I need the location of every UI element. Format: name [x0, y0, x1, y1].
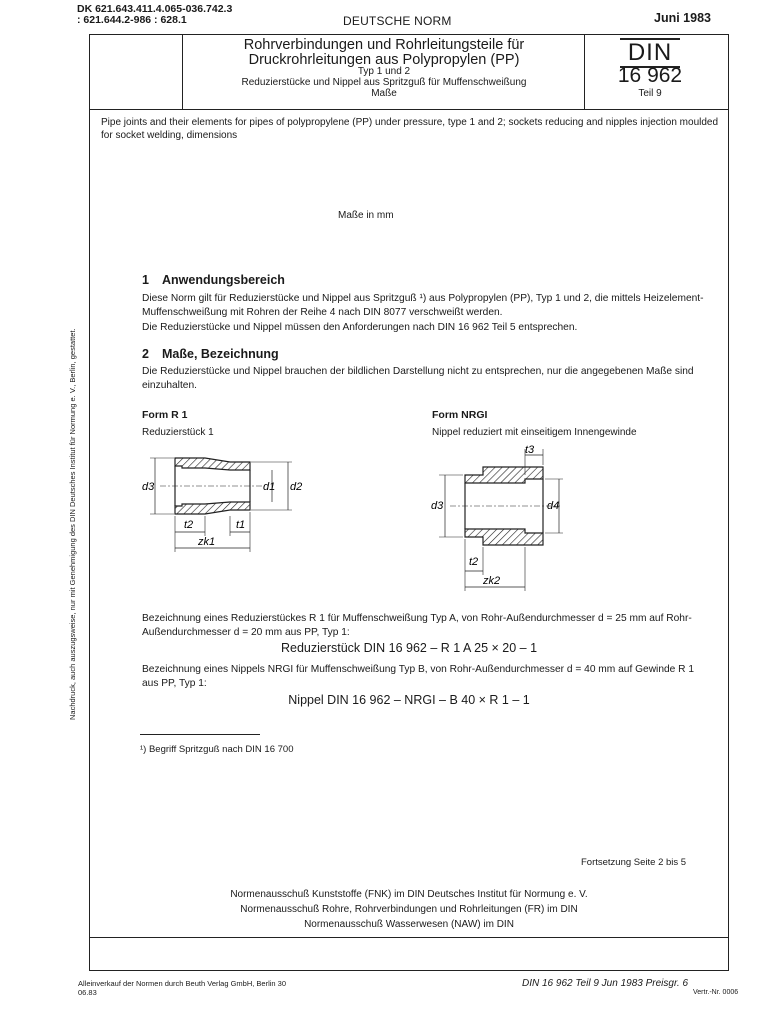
title-divider — [89, 109, 729, 110]
footer-left — [78, 979, 286, 997]
title-line-2: Druckrohrleitungen aus Polypropylen (PP) — [248, 52, 520, 68]
reducer-r1-drawing — [130, 440, 330, 560]
form-r1-heading: Form R 1 — [142, 409, 188, 421]
section-2-number: 2 — [142, 347, 149, 361]
section-2-title: Maße, Bezeichnung — [162, 347, 279, 361]
english-title: Pipe joints and their elements for pipes of polypropylene (PP) under pressure, type 1 and 2; sockets reducing and nipples injection moulded for socket welding, dimensions — [101, 117, 719, 141]
section-1-paragraph-1: Diese Norm gilt für Reduzierstücke und Nippel aus Spritzguß ¹) aus Polypropylen (PP), Typ 1 und 2, die mittels Heizelement-Muffenschweißung mit Rohren der Reihe 4 nach DIN 8077 verschweißt werden. — [142, 293, 704, 318]
footer-sales: Alleinverkauf der Normen durch Beuth Verlag GmbH, Berlin 30 — [78, 979, 287, 988]
document-subtitle — [183, 66, 585, 99]
title-line-1: Rohrverbindungen und Rohrleitungsteile für — [243, 37, 525, 53]
footer-vertr: Vertr.-Nr. 0006 — [693, 989, 739, 996]
r1-t1-label: t1 — [236, 519, 246, 531]
section-2-paragraph: Die Reduzierstücke und Nippel brauchen der bildlichen Darstellung nicht zu entsprechen, nur die angegebenen Maße sind einzuhalten. — [142, 366, 694, 391]
continuation-note: Fortsetzung Seite 2 bis 5 — [581, 857, 687, 868]
r1-t2-label: t2 — [184, 519, 194, 531]
section-1-number: 1 — [142, 273, 149, 287]
committee-line-2: Normenausschuß Rohre, Rohrverbindungen und Rohrleitungen (FR) im DIN — [240, 904, 578, 915]
issue-date: Juni 1983 — [654, 11, 711, 25]
units-note: Maße in mm — [338, 210, 394, 221]
footer-code: 06.83 — [78, 988, 97, 997]
designation-2-code: Nippel DIN 16 962 – NRGI – B 40 × R 1 – 1 — [288, 693, 530, 707]
form-r1-subtitle: Reduzierstück 1 — [142, 427, 214, 438]
r1-d3-label: d3 — [142, 481, 155, 493]
designation-2-text: Bezeichnung eines Nippels NRGI für Muffenschweißung Typ B, von Rohr-Außendurchmesser d = 40 mm auf Gewinde R 1 aus PP, Typ 1: — [142, 664, 694, 689]
nrgi-section — [450, 467, 560, 545]
dk-line-1: DK 621.643.411.4.065-036.742.3 — [77, 3, 233, 15]
form-nrgi-heading: Form NRGI — [432, 409, 488, 421]
footnote: ¹) Begriff Spritzguß nach DIN 16 700 — [140, 744, 294, 755]
din-logo: DIN — [620, 38, 680, 68]
nrgi-t2-label: t2 — [469, 556, 479, 568]
committee-block — [89, 887, 729, 932]
dk-line-2: : 621.644.2-986 : 628.1 — [77, 14, 187, 26]
r1-section — [160, 458, 265, 514]
committee-line-3: Normenausschuß Wasserwesen (NAW) im DIN — [304, 919, 514, 930]
section-1-title: Anwendungsbereich — [162, 273, 285, 287]
section-1-heading — [142, 273, 285, 287]
nrgi-t3-label: t3 — [525, 445, 535, 456]
din-part: Teil 9 — [638, 88, 662, 99]
form-nrgi-subtitle: Nippel reduziert mit einseitigem Innengewinde — [432, 427, 637, 438]
norm-label: DEUTSCHE NORM — [343, 14, 452, 28]
section-1-paragraph-2: Die Reduzierstücke und Nippel müssen den Anforderungen nach DIN 16 962 Teil 5 entsprechen. — [142, 322, 578, 333]
r1-d2-label: d2 — [290, 481, 303, 493]
footnote-rule — [140, 734, 260, 735]
committee-divider — [89, 937, 729, 938]
document-title — [183, 38, 585, 68]
r1-d1-label: d1 — [263, 481, 276, 493]
r1-zk1-label: zk1 — [198, 536, 216, 548]
title-line-5: Maße — [371, 88, 397, 99]
designation-1-code: Reduzierstück DIN 16 962 – R 1 A 25 × 20 – 1 — [280, 641, 538, 655]
title-line-4: Reduzierstücke und Nippel aus Spritzguß für Muffenschweißung — [241, 77, 527, 88]
title-line-3: Typ 1 und 2 — [357, 66, 411, 77]
designation-1-text: Bezeichnung eines Reduzierstückes R 1 für Muffenschweißung Typ A, von Rohr-Außendurchmesser d = 25 mm auf Rohr-Außendurchmesser d = 20 mm aus PP, Typ 1: — [142, 613, 692, 638]
nipple-nrgi-drawing — [425, 445, 585, 595]
dk-classification — [77, 4, 232, 26]
reprint-notice: Nachdruck, auch auszugsweise, nur mit Genehmigung des DIN Deutsches Institut für Normung e. V., Berlin, gestattet. — [68, 328, 77, 720]
nrgi-d4-label: d4 — [547, 500, 560, 512]
section-2-heading — [142, 347, 279, 361]
nrgi-zk2-label: zk2 — [483, 575, 501, 587]
committee-line-1: Normenausschuß Kunststoffe (FNK) im DIN Deutsches Institut für Normung e. V. — [230, 889, 588, 900]
nrgi-d3-label: d3 — [431, 500, 444, 512]
footer-reference: DIN 16 962 Teil 9 Jun 1983 Preisgr. 6 — [522, 978, 689, 989]
din-number: 16 962 — [617, 64, 683, 87]
